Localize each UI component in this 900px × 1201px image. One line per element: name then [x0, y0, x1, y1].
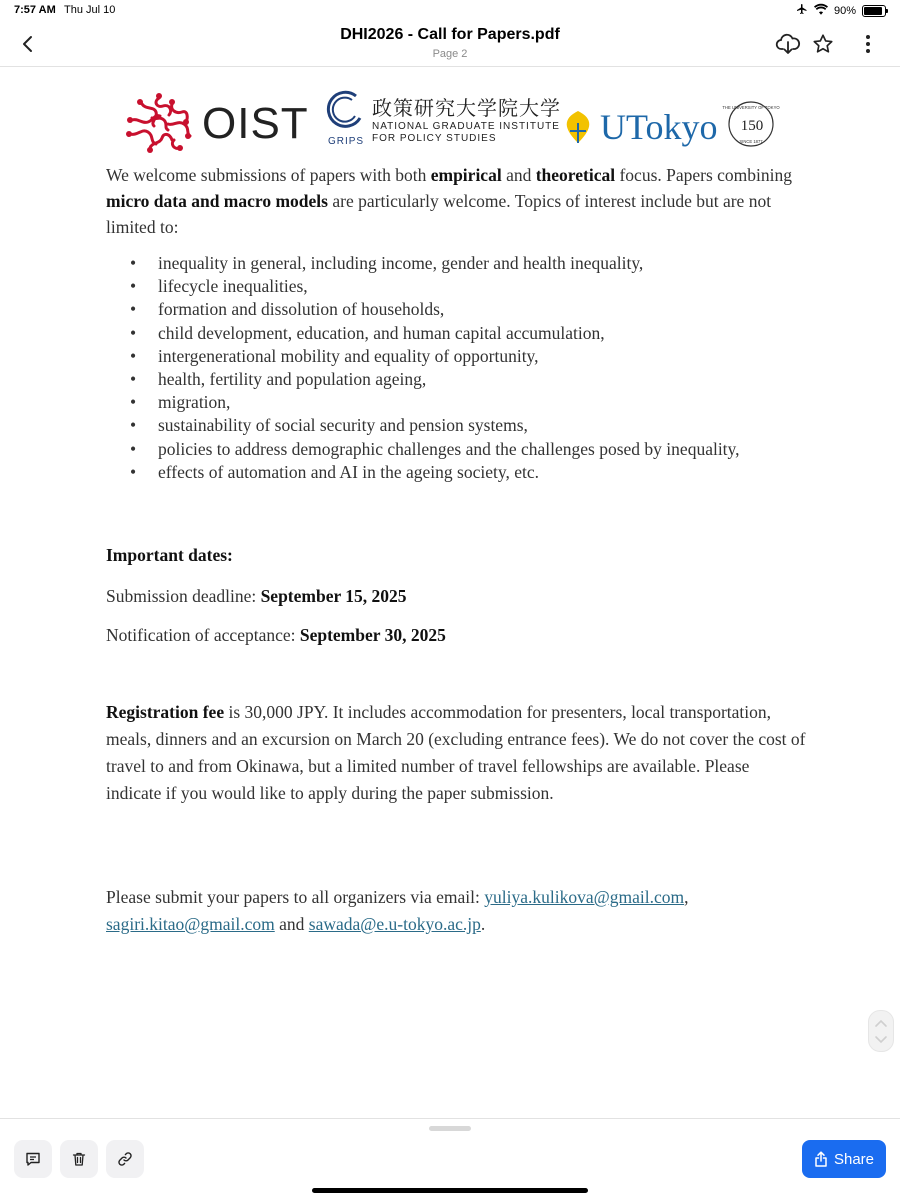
- registration-fee-text: is 30,000 JPY. It includes accommodation for presenters, local transportation, meals, dinners and an excursion on March 20 (excluding entrance fees). We do not cover the cost of travel to and from Okinawa, but a limited number of travel fellowships are available. Please indicate if you would like to apply during the paper submission.: [106, 702, 806, 803]
- home-indicator[interactable]: [312, 1188, 588, 1193]
- page-indicator: Page 2: [432, 48, 468, 60]
- document-title: DHI2026 - Call for Papers.pdf: [340, 26, 560, 43]
- more-button[interactable]: [854, 30, 882, 58]
- share-icon: [814, 1151, 828, 1167]
- oist-logo: [122, 90, 309, 158]
- registration-fee-paragraph: [106, 699, 806, 807]
- status-right: [796, 3, 886, 18]
- list-item: • inequality in general, including income, gender and health inequality,: [128, 252, 828, 275]
- submission-text: Please submit your papers to all organizers via email:: [106, 887, 485, 907]
- list-item: • formation and dissolution of households,: [128, 298, 828, 321]
- utokyo-150-seal: [722, 100, 781, 153]
- list-item: • child development, education, and human capital accumulation,: [128, 322, 828, 345]
- intro-text-2: and: [501, 165, 536, 185]
- delete-button[interactable]: [60, 1140, 98, 1178]
- trash-icon: [71, 1151, 87, 1167]
- email-period: .: [480, 914, 486, 934]
- ginkgo-leaf-icon: [560, 109, 596, 145]
- utokyo-wordmark: UTokyo: [600, 106, 718, 147]
- list-item: • intergenerational mobility and equality of opportunity,: [128, 345, 828, 368]
- nav-bar: [0, 22, 900, 67]
- star-icon: [812, 33, 834, 55]
- seal-bottom-text: SINCE 1877: [739, 139, 764, 144]
- intro-text-1: We welcome submissions of papers with both: [106, 165, 431, 185]
- list-item: • sustainability of social security and pension systems,: [128, 414, 828, 437]
- page-scroll-indicator[interactable]: [868, 1010, 894, 1052]
- seal-top-text: THE UNIVERSITY OF TOKYO: [722, 105, 781, 110]
- utokyo-logo: [560, 100, 781, 153]
- share-button[interactable]: [802, 1140, 886, 1178]
- list-item: • lifecycle inequalities,: [128, 275, 828, 298]
- registration-fee-label: Registration fee: [106, 702, 225, 722]
- intro-bold-empirical: empirical: [430, 165, 502, 185]
- seal-number: 150: [741, 118, 764, 134]
- battery-percent: 90%: [833, 4, 856, 17]
- status-date: Thu Jul 10: [64, 4, 116, 16]
- notification-date: [106, 623, 806, 647]
- more-vertical-icon: [865, 34, 871, 54]
- wifi-icon: [814, 4, 828, 18]
- grips-english-name-1: NATIONAL GRADUATE INSTITUTE: [372, 121, 560, 132]
- oist-wordmark: OIST: [202, 99, 309, 148]
- intro-text-4: are particularly welcome. Topics of interest include but are not limited to:: [106, 191, 772, 237]
- intro-paragraph: [106, 162, 806, 240]
- email-and: and: [274, 914, 309, 934]
- list-item: • effects of automation and AI in the ageing society, etc.: [128, 461, 828, 484]
- share-label: Share: [833, 1150, 875, 1168]
- cloud-download-icon: [776, 33, 800, 55]
- email-separator: ,: [684, 887, 689, 907]
- notification-value: September 30, 2025: [299, 625, 446, 645]
- status-time: 7:57 AM: [14, 4, 56, 16]
- submission-deadline: [106, 584, 806, 608]
- intro-bold-micro-macro: micro data and macro models: [106, 191, 328, 211]
- grips-english-name-2: FOR POLICY STUDIES: [372, 133, 497, 144]
- deadline-label: Submission deadline:: [106, 586, 261, 606]
- grips-abbreviation: GRIPS: [327, 136, 365, 147]
- list-item: • policies to address demographic challenges and the challenges posed by inequality,: [128, 438, 828, 461]
- chevron-up-down-icon: [869, 1011, 893, 1051]
- submission-paragraph: [106, 884, 806, 938]
- logo-banner: [0, 86, 900, 162]
- status-bar: [0, 0, 900, 22]
- battery-fill: [864, 7, 882, 15]
- oist-emblem-icon: [122, 90, 196, 158]
- grips-emblem-icon: [326, 90, 366, 136]
- download-button[interactable]: [774, 30, 802, 58]
- airplane-icon: [796, 3, 808, 18]
- deadline-value: September 15, 2025: [260, 586, 407, 606]
- toolbar-grabber[interactable]: [429, 1126, 471, 1131]
- favorite-button[interactable]: [809, 30, 837, 58]
- link-button[interactable]: [106, 1140, 144, 1178]
- email-link-kitao[interactable]: sagiri.kitao@gmail.com: [106, 914, 275, 934]
- list-item: • health, fertility and population ageing,: [128, 368, 828, 391]
- topics-list: [128, 252, 828, 484]
- battery-icon: [862, 5, 886, 17]
- link-icon: [117, 1151, 133, 1167]
- comment-icon: [25, 1151, 41, 1167]
- grips-japanese-name: 政策研究大学院大学: [372, 96, 561, 120]
- intro-bold-theoretical: theoretical: [535, 165, 616, 185]
- list-item: • migration,: [128, 391, 828, 414]
- important-dates-heading: Important dates:: [106, 545, 233, 565]
- intro-text-3: focus. Papers combining: [615, 165, 793, 185]
- email-link-sawada[interactable]: sawada@e.u-tokyo.ac.jp: [308, 914, 481, 934]
- grips-text-block: [372, 92, 561, 145]
- comment-button[interactable]: [14, 1140, 52, 1178]
- grips-logo: [326, 90, 561, 147]
- notification-label: Notification of acceptance:: [106, 625, 300, 645]
- email-link-kulikova[interactable]: yuliya.kulikova@gmail.com: [484, 887, 685, 907]
